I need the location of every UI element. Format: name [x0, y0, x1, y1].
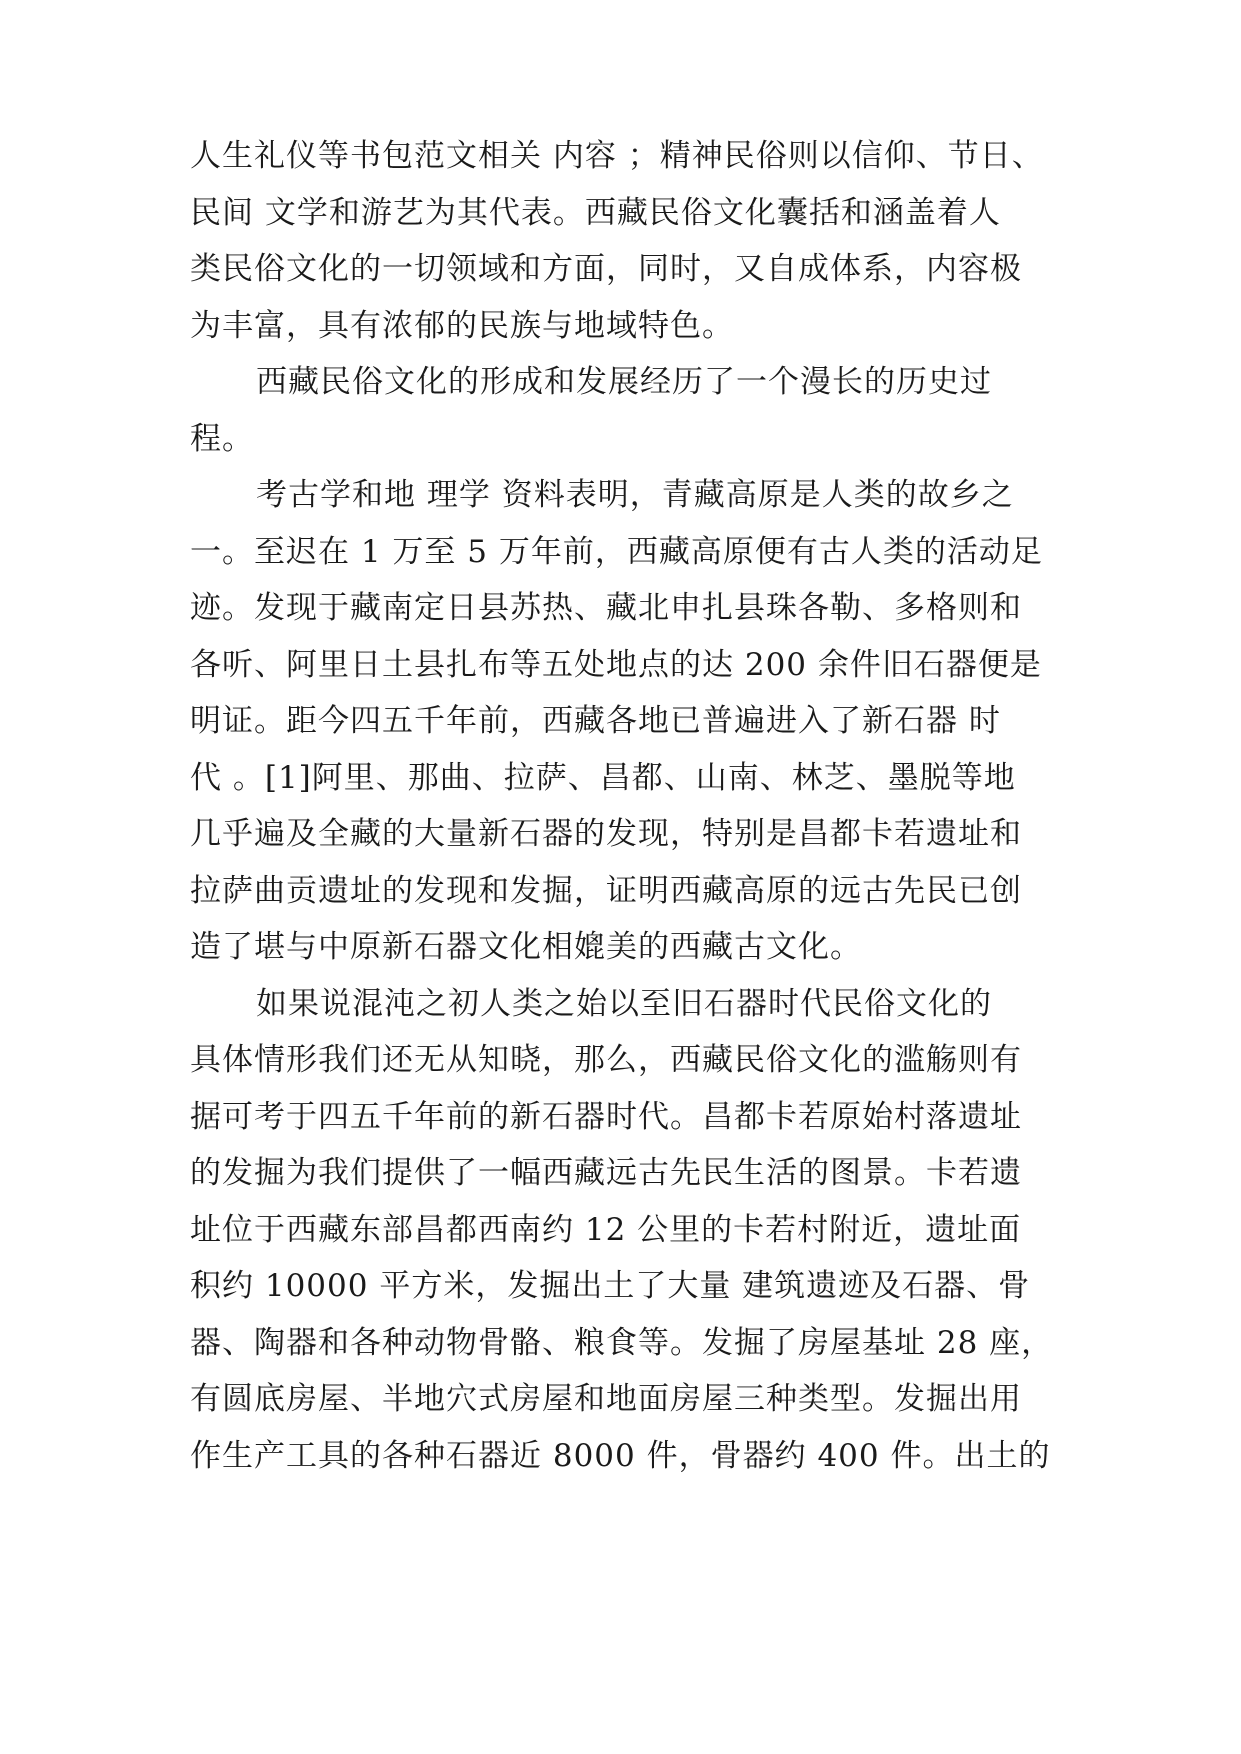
document-body — [190, 128, 1060, 1484]
text-line: 有圆底房屋、半地穴式房屋和地面房屋三种类型。发掘出用 — [190, 1381, 1022, 1417]
text-line: 各听、阿里日土县扎布等五处地点的达 200 余件旧石器便是 — [190, 646, 1042, 683]
text-line: 明证。距今四五千年前，西藏各地已普遍进入了新石器 时 — [190, 703, 1001, 739]
paragraph — [190, 128, 1060, 354]
text-line: 几乎遍及全藏的大量新石器的发现，特别是昌都卡若遗址和 — [190, 816, 1022, 852]
text-line: 的发掘为我们提供了一幅西藏远古先民生活的图景。卡若遗 — [190, 1155, 1022, 1191]
text-line: 具体情形我们还无从知晓，那么，西藏民俗文化的滥觞则有 — [190, 1042, 1022, 1078]
text-line: 西藏民俗文化的形成和发展经历了一个漫长的历史过 — [256, 364, 992, 400]
text-line: 类民俗文化的一切领域和方面，同时，又自成体系，内容极 — [190, 251, 1022, 287]
text-line: 民间 文学和游艺为其代表。西藏民俗文化囊括和涵盖着人 — [190, 194, 1001, 231]
text-line: 器、陶器和各种动物骨骼、粮食等。发掘了房屋基址 28 座， — [190, 1324, 1054, 1361]
text-line: 积约 10000 平方米，发掘出土了大量 建筑遗迹及石器、骨 — [190, 1268, 1031, 1304]
text-line: 迹。发现于藏南定日县苏热、藏北申扎县珠各勒、多格则和 — [190, 590, 1022, 626]
text-line: 程。 — [190, 420, 254, 457]
text-line: 一。至迟在 1 万至 5 万年前，西藏高原便有古人类的活动足 — [190, 533, 1043, 570]
text-line: 为丰富，具有浓郁的民族与地域特色。 — [190, 307, 734, 344]
text-line: 拉萨曲贡遗址的发现和发掘，证明西藏高原的远古先民已创 — [190, 872, 1022, 909]
text-line: 作生产工具的各种石器近 8000 件，骨器约 400 件。出土的 — [190, 1437, 1051, 1474]
text-line: 人生礼仪等书包范文相关 内容 ；精神民俗则以信仰、节日、 — [190, 138, 1044, 174]
text-line: 造了堪与中原新石器文化相媲美的西藏古文化。 — [190, 929, 862, 965]
paragraph — [190, 467, 1060, 976]
text-line: 如果说混沌之初人类之始以至旧石器时代民俗文化的 — [256, 985, 992, 1022]
text-line: 据可考于四五千年前的新石器时代。昌都卡若原始村落遗址 — [190, 1098, 1022, 1135]
text-line: 代 。[1]阿里、那曲、拉萨、昌都、山南、林芝、墨脱等地 — [190, 759, 1016, 796]
text-line: 考古学和地 理学 资料表明，青藏高原是人类的故乡之 — [256, 477, 1014, 513]
paragraph — [190, 354, 1060, 467]
text-line: 址位于西藏东部昌都西南约 12 公里的卡若村附近，遗址面 — [190, 1211, 1022, 1248]
paragraph — [190, 976, 1060, 1485]
